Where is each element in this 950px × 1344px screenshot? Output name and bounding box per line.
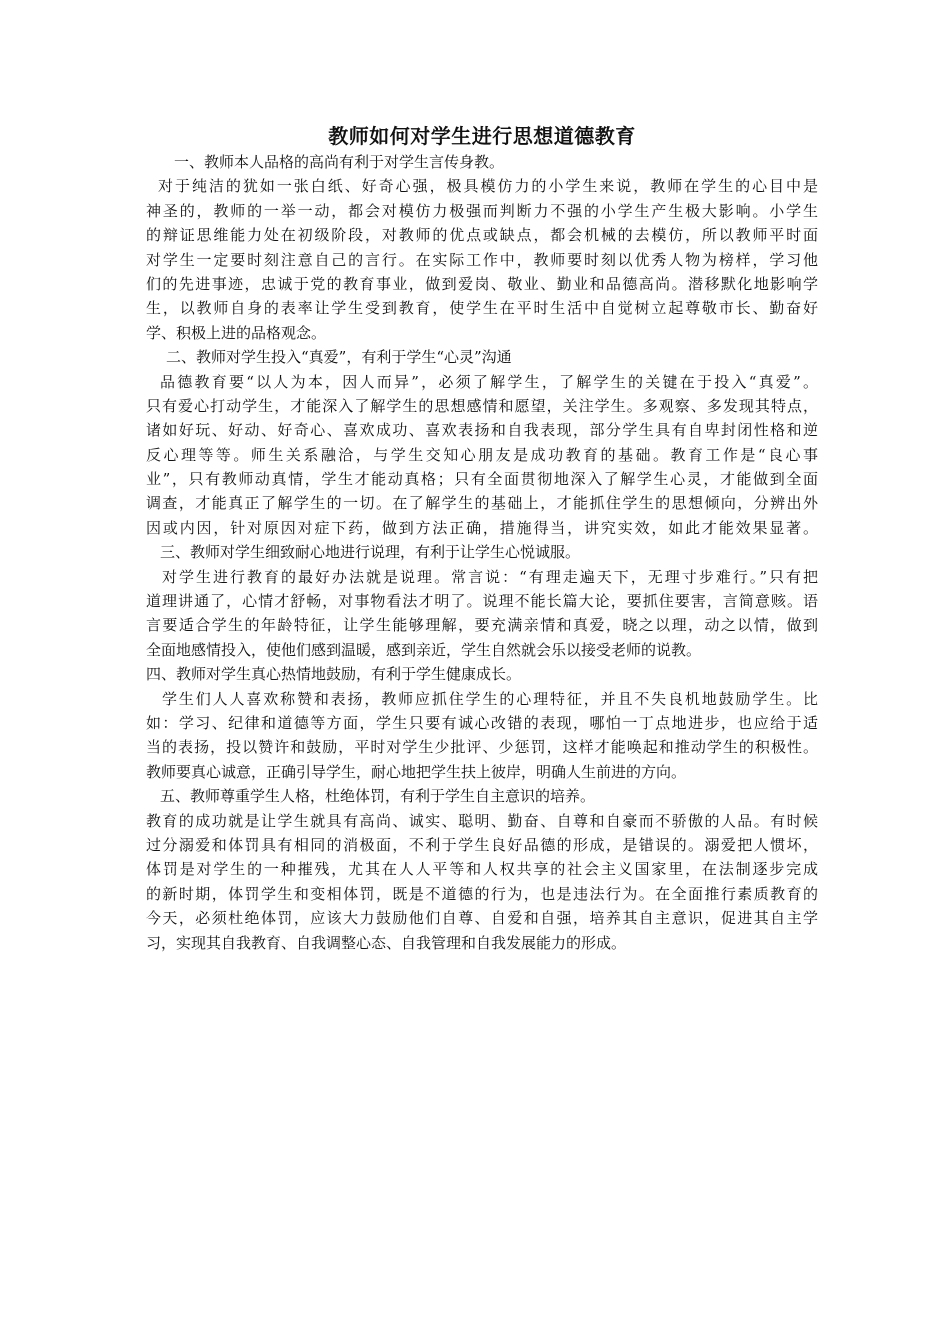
paragraph-line: 只有爱心打动学生，才能深入了解学生的思想感情和愿望，关注学生。多观察、多发现其特点，	[146, 396, 818, 415]
paragraph-line: 神圣的，教师的一举一动，都会对模仿力极强而判断力不强的小学生产生极大影响。小学生	[146, 201, 818, 220]
paragraph-line: 品德教育要“以人为本，因人而异”，必须了解学生，了解学生的关键在于投入“真爱”。	[160, 372, 818, 391]
paragraph-line: 调查，才能真正了解学生的一切。在了解学生的基础上，才能抓住学生的思想倾向，分辨出外	[146, 494, 818, 513]
paragraph-line: 当的表扬，投以赞许和鼓励，平时对学生少批评、少惩罚，这样才能唤起和推动学生的积极性。	[146, 738, 818, 757]
paragraph-line: 诸如好玩、好动、好奇心、喜欢成功、喜欢表扬和自我表现，部分学生具有自卑封闭性格和逆	[146, 421, 818, 440]
section-heading: 四、教师对学生真心热情地鼓励，有利于学生健康成长。	[146, 665, 522, 684]
document-title: 教师如何对学生进行思想道德教育	[328, 124, 636, 148]
paragraph-line: 业”，只有教师动真情，学生才能动真格；只有全面贯彻地深入了解学生心灵，才能做到全面	[146, 470, 818, 489]
paragraph-line: 们的先进事迹，忠诚于党的教育事业，做到爱岗、敬业、勤业和品德高尚。潜移默化地影响学	[146, 274, 818, 293]
paragraph-line: 今天，必须杜绝体罚，应该大力鼓励他们自尊、自爱和自强，培养其自主意识，促进其自主学	[146, 909, 818, 928]
paragraph-line: 的辩证思维能力处在初级阶段，对教师的优点或缺点，都会机械的去模仿，所以教师平时面	[146, 226, 818, 245]
paragraph-line: 教师要真心诚意，正确引导学生，耐心地把学生扶上彼岸，明确人生前进的方向。	[146, 762, 687, 781]
paragraph-line: 对于纯洁的犹如一张白纸、好奇心强，极具模仿力的小学生来说，教师在学生的心目中是	[158, 177, 818, 196]
document-page	[146, 122, 818, 955]
section-3	[146, 540, 818, 662]
section-heading: 三、教师对学生细致耐心地进行说理，有利于让学生心悦诚服。	[160, 543, 581, 562]
paragraph-line: 道理讲通了，心情才舒畅，对事物看法才明了。说理不能长篇大论，要抓住要害，言简意赅。语	[146, 592, 818, 611]
paragraph-line: 对学生进行教育的最好办法就是说理。常言说：“有理走遍天下，无理寸步难行。”只有把	[162, 567, 818, 586]
paragraph-line: 学生们人人喜欢称赞和表扬，教师应抓住学生的心理特征，并且不失良机地鼓励学生。比	[162, 689, 818, 708]
section-1	[146, 150, 818, 345]
paragraph-line: 如：学习、纪律和道德等方面，学生只要有诚心改错的表现，哪怕一丁点地进步，也应给于适	[146, 713, 818, 732]
paragraph-line: 过分溺爱和体罚具有相同的消极面，不利于学生良好品德的形成，是错误的。溺爱把人惯坏，	[146, 835, 818, 854]
paragraph-line: 体罚是对学生的一种摧残，尤其在人人平等和人权共享的社会主义国家里，在法制逐步完成	[146, 860, 818, 879]
paragraph-line: 反心理等等。师生关系融洽，与学生交知心朋友是成功教育的基础。教育工作是“良心事	[146, 445, 818, 464]
section-heading: 一、教师本人品格的高尚有利于对学生言传身教。	[174, 153, 505, 171]
section-5	[146, 784, 818, 955]
section-heading: 五、教师尊重学生人格，杜绝体罚，有利于学生自主意识的培养。	[160, 787, 596, 806]
paragraph-line: 学、积极上进的品格观念。	[146, 323, 327, 342]
section-2	[146, 345, 818, 540]
section-4	[146, 662, 818, 784]
paragraph-line: 对学生一定要时刻注意自己的言行。在实际工作中，教师要时刻以优秀人物为榜样，学习他	[146, 250, 818, 269]
paragraph-line: 生，以教师自身的表率让学生受到教育，使学生在平时生活中自觉树立起尊敬市长、勤奋好	[146, 299, 818, 318]
paragraph-line: 全面地感情投入，使他们感到温暖，感到亲近，学生自然就会乐以接受老师的说教。	[146, 640, 702, 659]
paragraph-line: 言要适合学生的年龄特征，让学生能够理解，要充满亲情和真爱，晓之以理，动之以情，做到	[146, 616, 818, 635]
paragraph-line: 的新时期，体罚学生和变相体罚，既是不道德的行为，也是违法行为。在全面推行素质教育的	[146, 884, 818, 903]
paragraph-line: 因或内因，针对原因对症下药，做到方法正确，措施得当，讲究实效，如此才能效果显著。	[146, 518, 818, 537]
section-heading: 二、教师对学生投入“真爱”，有利于学生“心灵”沟通	[166, 348, 512, 367]
paragraph-line: 习，实现其自我教育、自我调整心态、自我管理和自我发展能力的形成。	[146, 933, 627, 952]
paragraph-line: 教育的成功就是让学生就具有高尚、诚实、聪明、勤奋、自尊和自豪而不骄傲的人品。有时候	[146, 811, 818, 830]
